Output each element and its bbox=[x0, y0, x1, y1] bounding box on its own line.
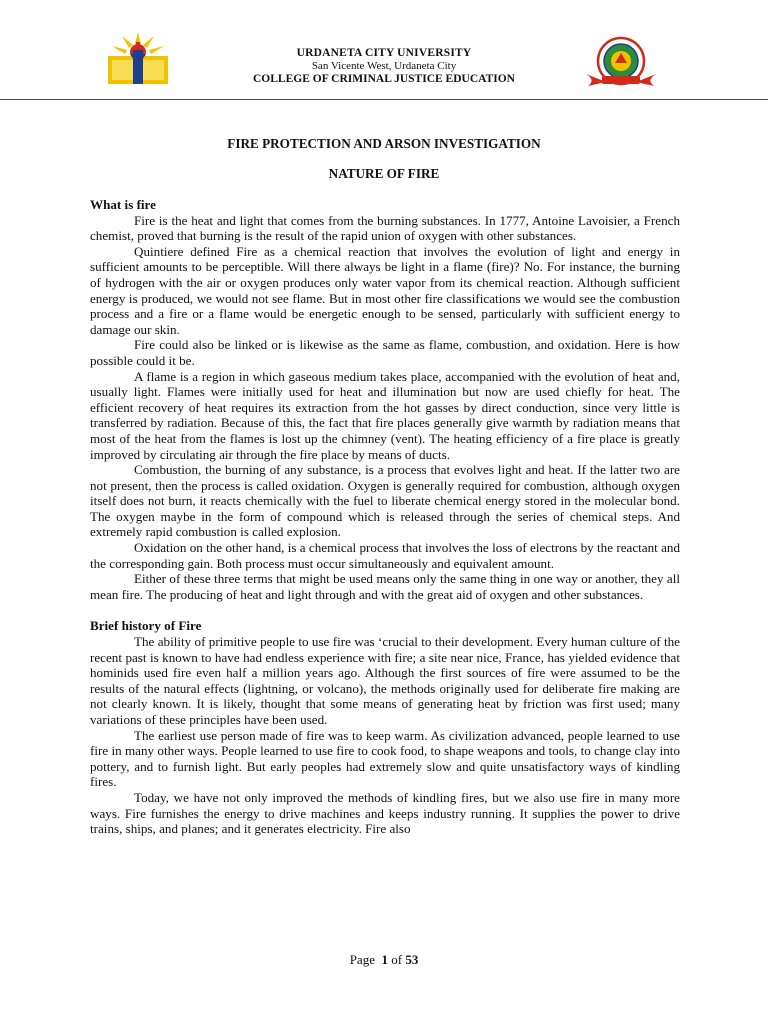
page-number: 1 bbox=[381, 952, 388, 967]
section-spacer bbox=[90, 602, 680, 618]
page-label: Page bbox=[349, 952, 375, 967]
paragraph: Fire could also be linked or is likewise as the same as flame, combustion, and oxidation. Here is how possible could it be. bbox=[90, 337, 680, 368]
paragraph: A flame is a region in which gaseous medium takes place, accompanied with the evolution of heat and, usually light. Flames were initially used for heat and illumination but now are used chiefly for heat. The efficient recovery of heat requires its extraction from the hot gasses by direct conduction, since very little is transferred by radiation. Because of this, the fact that fire places generally give warmth by radiation means that most of the heat from the flames is lost up the chimney (vent). The heating efficiency of a fire place is greatly improved by circulating air through the fire place by means of ducts. bbox=[90, 368, 680, 462]
document-header bbox=[0, 0, 768, 100]
header-divider bbox=[0, 99, 768, 100]
paragraph: The earliest use person made of fire was to keep warm. As civilization advanced, people learned to use fire in many other ways. People learned to use fire to cook food, to shape weapons and tools, to change clay into pottery, and to furnish light. But early peoples had extremely slow and quite unsatisfactory ways of kindling fires. bbox=[90, 727, 680, 790]
section-heading: What is fire bbox=[90, 197, 156, 212]
paragraph: Quintiere defined Fire as a chemical reaction that involves the evolution of light and energy in sufficient amounts to be perceptible. Will there always be light in a flame (fire)? No. For instance, the burning of hydrogen with the air or oxygen produces only water vapor from its chemical reaction. Although sufficient energy is produced, we would not see flame. But in most other fire classifications we would see the combustion process and a fire or a flame would be energetic enough to be sensed, particularly with sufficient energy to damage our skin. bbox=[90, 243, 680, 337]
paragraph: The ability of primitive people to use fire was ‘crucial to their development. Every human culture of the recent past is known to have had endless experience with fire; a site near nice, France, has yielded evidence that hominids used fire even half a million years ago. Although the first sources of fire were assumed to be the results of the natural effects (lightning, or volcano), the methods originally used for deliberate fire making are not clearly known. It is likely, thought that some means of generating heat by friction was first used; many variations of these principles have been used. bbox=[90, 634, 680, 727]
page-footer bbox=[0, 952, 768, 968]
university-address: San Vicente West, Urdaneta City bbox=[311, 60, 457, 72]
paragraph: Today, we have not only improved the methods of kindling fires, but we also use fire in many more ways. Fire furnishes the energy to drive machines and keeps industry running. It supplies the power to drive trains, ships, and planes; and it generates electricity. Fire also bbox=[90, 789, 680, 837]
paragraph: Combustion, the burning of any substance, is a process that evolves light and heat. If the latter two are not present, then the process is called oxidation. Oxygen is generally required for combustion, although oxygen itself does not burn, it reacts chemically with the fuel to liberate chemical energy stored in the molecular bond. The oxygen maybe in the form of compound which is released through the series of chemical steps. And extremely rapid combustion is called explosion. bbox=[90, 462, 680, 540]
total-pages: 53 bbox=[405, 952, 419, 967]
document-body bbox=[90, 197, 680, 837]
paragraph: Either of these three terms that might be used means only the same thing in one way or another, they all mean fire. The producing of heat and light through and with the great aid of oxygen and other substances. bbox=[90, 571, 680, 602]
of-label: of bbox=[391, 952, 403, 967]
course-title: FIRE PROTECTION AND ARSON INVESTIGATION bbox=[227, 136, 541, 151]
college-seal-icon bbox=[584, 36, 658, 90]
paragraph: Fire is the heat and light that comes from the burning substances. In 1777, Antoine Lavoisier, a French chemist, proved that burning is the result of the rapid union of oxygen with other substances. bbox=[90, 212, 680, 244]
section-heading: Brief history of Fire bbox=[90, 618, 202, 634]
college-name: COLLEGE OF CRIMINAL JUSTICE EDUCATION bbox=[253, 73, 515, 85]
university-name: URDANETA CITY UNIVERSITY bbox=[296, 47, 472, 59]
topic-title: NATURE OF FIRE bbox=[328, 166, 440, 181]
paragraph: Oxidation on the other hand, is a chemical process that involves the loss of electrons by the reactant and the corresponding gain. Both process must occur simultaneously and equivalent amount. bbox=[90, 540, 680, 571]
